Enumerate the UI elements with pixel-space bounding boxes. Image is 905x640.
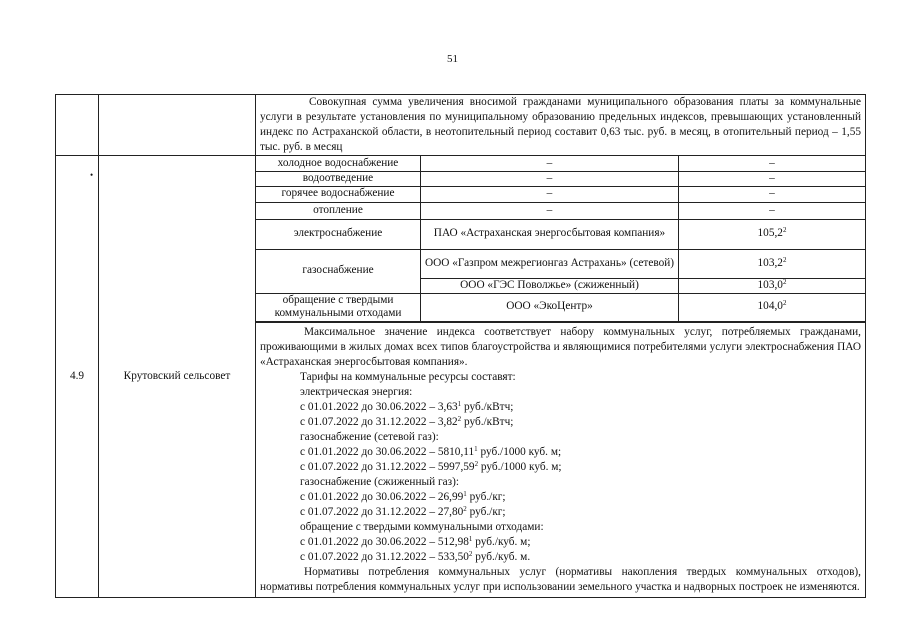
norms-paragraph: Нормативы потребления коммунальных услуг (нормативы накопления твердых коммунальных отходов), нормативы потребления коммунальных услуг при использовании земельного участка и надворных построек не изменяются. (260, 565, 861, 593)
service-name: водоотведение (256, 171, 421, 186)
scan-mark: • (90, 170, 94, 180)
max-index-paragraph: Максимальное значение индекса соответствует набору коммунальных услуг, потребляемых гражданами, проживающими в жилых домах всех типов благоустройства и являющимися потребителями услуги электроснабжения ПАО «Астраханская энергосбытовая компания». (260, 325, 861, 368)
page-number: 51 (447, 53, 458, 65)
service-name: горячее водоснабжение (256, 186, 421, 202)
service-org: – (421, 202, 679, 219)
service-index: – (679, 202, 866, 219)
service-index: 103,0$^2$ (679, 278, 866, 293)
tariff-line: с 01.01.2022 до 30.06.2022 – 512,98$^1$ руб./куб. м; (300, 534, 531, 548)
intro-num-cell (56, 95, 99, 156)
service-row (256, 249, 865, 278)
municipality-name: Крутовский сельсовет (99, 156, 256, 598)
service-index: 104,0$^2$ (679, 293, 866, 321)
service-index: – (679, 186, 866, 202)
tariff-line: с 01.07.2022 до 31.12.2022 – 5997,59$^2$ руб./1000 куб. м; (300, 459, 562, 473)
services-table (256, 156, 865, 322)
tariff-line: с 01.01.2022 до 30.06.2022 – 3,63$^1$ руб./кВтч; (300, 399, 514, 413)
service-row (256, 171, 865, 186)
service-row (256, 202, 865, 219)
service-index: – (679, 156, 866, 171)
service-name: обращение с твердыми коммунальными отходами (256, 293, 421, 321)
tariff-line: с 01.07.2022 до 31.12.2022 – 27,80$^2$ руб./кг; (300, 504, 506, 518)
service-org: – (421, 186, 679, 202)
service-name: электроснабжение (256, 219, 421, 249)
services-cell (256, 156, 866, 598)
service-name: отопление (256, 202, 421, 219)
service-index: 103,2$^2$ (679, 249, 866, 278)
service-org: – (421, 156, 679, 171)
tariff-line: с 01.01.2022 до 30.06.2022 – 26,99$^1$ руб./кг; (300, 489, 506, 503)
tariff-group-title: электрическая энергия: (300, 385, 413, 398)
service-index: 105,2$^2$ (679, 219, 866, 249)
municipality-row (56, 156, 866, 598)
tariff-group-title: газоснабжение (сжиженный газ): (300, 475, 459, 488)
intro-name-cell (99, 95, 256, 156)
tariff-group-title: газоснабжение (сетевой газ): (300, 430, 439, 443)
tariff-table (55, 94, 866, 598)
service-row (256, 156, 865, 171)
service-org: ООО «ГЭС Поволжье» (сжиженный) (421, 278, 679, 293)
tariff-group-title: обращение с твердыми коммунальными отходами: (300, 520, 544, 533)
row-number: 4.9 (56, 156, 99, 598)
intro-text: Совокупная сумма увеличения вносимой гражданами муниципального образования платы за коммунальные услуги в результате установления по муниципальному образованию предельных индексов, превышающих установленный индекс по Астраханской области, в неотопительный период составит 0,63 тыс. руб. в месяц, в отопительный период – 1,55 тыс. руб. в месяц (256, 95, 866, 156)
service-row (256, 293, 865, 321)
intro-row (56, 95, 866, 156)
tariff-line: с 01.07.2022 до 31.12.2022 – 3,82$^2$ руб./кВтч; (300, 414, 514, 428)
service-org: ООО «ЭкоЦентр» (421, 293, 679, 321)
service-row (256, 186, 865, 202)
service-org: – (421, 171, 679, 186)
service-name: холодное водоснабжение (256, 156, 421, 171)
service-org: ООО «Газпром межрегионгаз Астрахань» (сетевой) (421, 249, 679, 278)
service-org: ПАО «Астраханская энергосбытовая компания» (421, 219, 679, 249)
tariff-line: с 01.07.2022 до 31.12.2022 – 533,50$^2$ руб./куб. м. (300, 549, 531, 563)
tariffs-heading: Тарифы на коммунальные ресурсы составят: (300, 370, 516, 383)
service-row (256, 219, 865, 249)
tariff-line: с 01.01.2022 до 30.06.2022 – 5810,11$^1$ руб./1000 куб. м; (300, 444, 562, 458)
service-index: – (679, 171, 866, 186)
tariff-description (256, 322, 865, 597)
service-name: газоснабжение (256, 249, 421, 293)
